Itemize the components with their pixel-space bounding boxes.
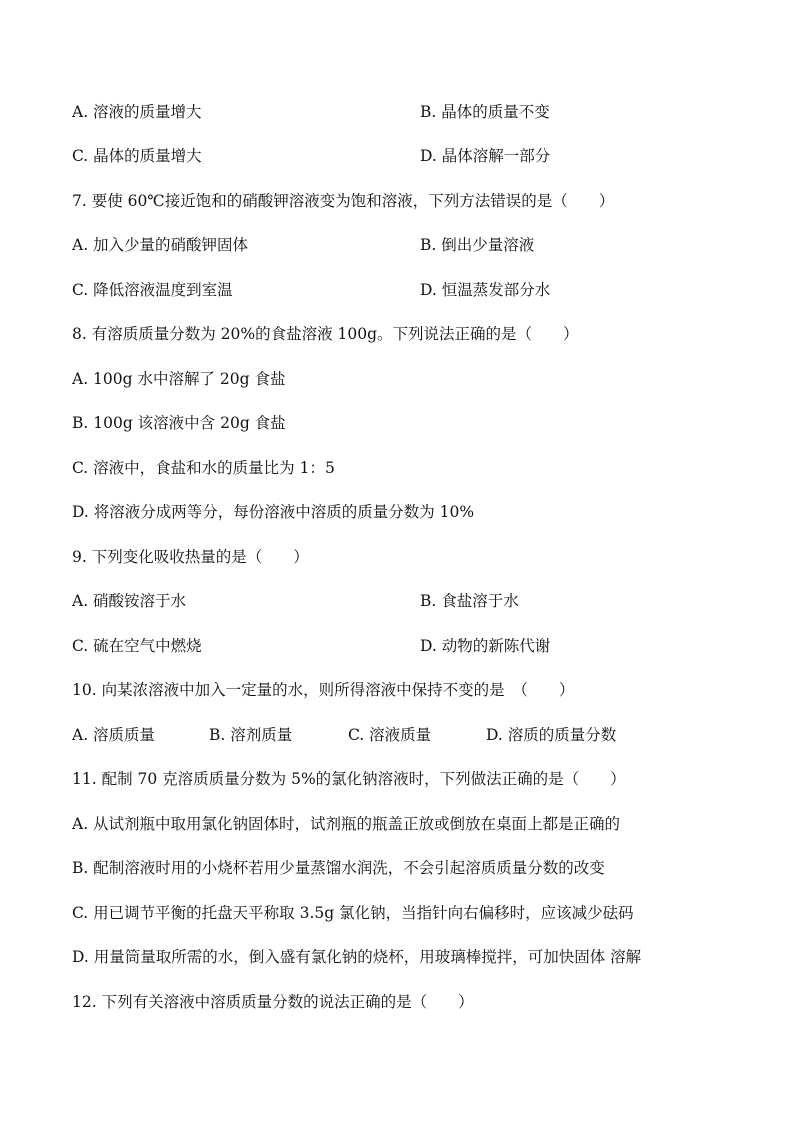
option-a: A. 硝酸铵溶于水 <box>72 592 187 610</box>
option-c: C. 降低溶液温度到室温 <box>72 281 233 299</box>
option-b: B. 100g 该溶液中含 20g 食盐 <box>72 414 286 432</box>
option-row <box>72 145 754 167</box>
option-b: B. 食盐溶于水 <box>420 592 519 610</box>
option-d: D. 用量筒量取所需的水，倒入盛有氯化钠的烧杯，用玻璃棒搅拌，可加快固体 溶解 <box>72 948 642 966</box>
option-a: A. 从试剂瓶中取用氯化钠固体时，试剂瓶的瓶盖正放或倒放在桌面上都是正确的 <box>72 815 621 833</box>
option-a: A. 溶液的质量增大 <box>72 103 202 121</box>
option-d: D. 恒温蒸发部分水 <box>420 281 551 299</box>
option-c: C. 溶液中，食盐和水的质量比为 1：5 <box>72 459 335 477</box>
option-row <box>72 279 754 301</box>
option-a: A. 溶质质量 <box>72 726 156 744</box>
option-b: B. 溶剂质量 <box>209 726 293 744</box>
option-c: C. 晶体的质量增大 <box>72 147 202 165</box>
option-row <box>72 590 754 612</box>
option-row <box>72 635 754 657</box>
option-d: D. 晶体溶解一部分 <box>420 147 551 165</box>
option-d: D. 溶质的质量分数 <box>486 726 617 744</box>
option-d: D. 动物的新陈代谢 <box>420 637 551 655</box>
option-c: C. 硫在空气中燃烧 <box>72 637 202 655</box>
option-a: A. 100g 水中溶解了 20g 食盐 <box>72 370 286 388</box>
option-c: C. 用已调节平衡的托盘天平称取 3.5g 氯化钠，当指针向右偏移时，应该减少砝码 <box>72 904 634 922</box>
option-b: B. 晶体的质量不变 <box>420 103 550 121</box>
option-c: C. 溶液质量 <box>348 726 432 744</box>
question-8: 8. 有溶质质量分数为 20%的食盐溶液 100g。下列说法正确的是（ ） <box>72 325 579 343</box>
option-row <box>72 234 754 256</box>
question-9: 9. 下列变化吸收热量的是（ ） <box>72 548 309 566</box>
question-12: 12. 下列有关溶液中溶质质量分数的说法正确的是（ ） <box>72 993 474 1011</box>
question-7: 7. 要使 60℃接近饱和的硝酸钾溶液变为饱和溶液，下列方法错误的是（ ） <box>72 192 615 210</box>
question-10: 10. 向某浓溶液中加入一定量的水，则所得溶液中保持不变的是 （ ） <box>72 681 575 699</box>
option-d: D. 将溶液分成两等分，每份溶液中溶质的质量分数为 10% <box>72 503 475 521</box>
option-b: B. 倒出少量溶液 <box>420 236 535 254</box>
option-b: B. 配制溶液时用的小烧杯若用少量蒸馏水润洗，不会引起溶质质量分数的改变 <box>72 859 605 877</box>
option-row <box>72 101 754 123</box>
option-a: A. 加入少量的硝酸钾固体 <box>72 236 249 254</box>
question-11: 11. 配制 70 克溶质质量分数为 5%的氯化钠溶液时，下列做法正确的是（ ） <box>72 770 626 788</box>
